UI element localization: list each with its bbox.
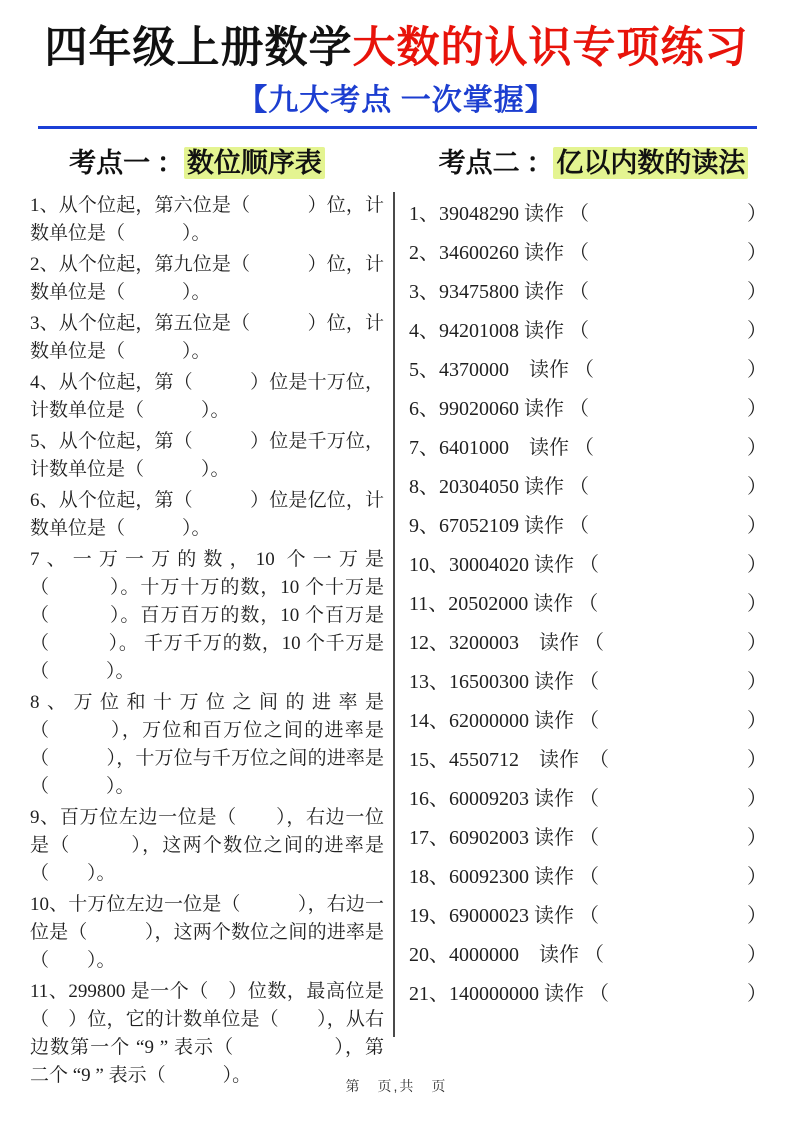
close-paren: ） [747, 554, 767, 577]
close-paren: ） [747, 281, 767, 304]
close-paren: ） [747, 827, 767, 850]
read-question-row [409, 348, 767, 387]
read-question-text: 18、60092300 读作 （ [409, 866, 599, 889]
close-paren: ） [747, 983, 767, 1006]
read-question-text: 4、94201008 读作 （ [409, 320, 589, 343]
close-paren: ） [747, 593, 767, 616]
read-question-row [409, 192, 767, 231]
read-question-row [409, 270, 767, 309]
section-2-label: 考点二 [438, 148, 520, 179]
close-paren: ） [747, 203, 767, 226]
close-paren: ） [747, 671, 767, 694]
read-question-row [409, 543, 767, 582]
read-question-row [409, 855, 767, 894]
section-1-topic: 数位顺序表 [184, 147, 325, 179]
read-question-text: 16、60009203 读作 （ [409, 788, 599, 811]
question-item: 9、百万位左边一位是（ ），右边一位是（ ），这两个数位之间的进率是（ ）。 [30, 807, 384, 885]
section-2-topic: 亿以内数的读法 [553, 147, 748, 179]
page-footer: 第 页,共 页 [345, 1078, 448, 1094]
question-item: 3、从个位起，第五位是（ ）位，计数单位是（ ）。 [30, 313, 384, 363]
read-question-text: 7、6401000 读作 （ [409, 437, 594, 460]
read-question-row [409, 816, 767, 855]
divider-rule [38, 126, 757, 129]
close-paren: ） [747, 398, 767, 421]
close-paren: ） [747, 944, 767, 967]
read-question-row [409, 894, 767, 933]
content-area [0, 190, 793, 1093]
column-place-value-questions [0, 190, 393, 1093]
read-question-row [409, 387, 767, 426]
read-question-text: 1、39048290 读作 （ [409, 203, 589, 226]
question-item: 10、十万位左边一位是（ ），右边一位是（ ），这两个数位之间的进率是（ ）。 [30, 894, 384, 972]
question-item: 7、一万一万的数，10 个一万是（ ）。十万十万的数，10 个十万是（ ）。百万百万的数，10 个百万是（ ）。 千万千万的数，10 个千万是（ ）。 [30, 549, 384, 683]
page-title-red: 大数的认识专项练习 [352, 25, 749, 72]
close-paren: ） [747, 866, 767, 889]
close-paren: ） [747, 749, 767, 772]
section-headers [0, 141, 793, 180]
section-2-colon: ： [519, 148, 554, 179]
read-question-text: 2、34600260 读作 （ [409, 242, 589, 265]
read-question-text: 19、69000023 读作 （ [409, 905, 599, 928]
section-1-colon: ： [150, 148, 184, 179]
read-question-row [409, 738, 767, 777]
read-question-row [409, 426, 767, 465]
page-title [0, 0, 793, 73]
read-question-row [409, 231, 767, 270]
read-question-row [409, 465, 767, 504]
read-question-text: 3、93475800 读作 （ [409, 281, 589, 304]
read-question-row [409, 504, 767, 543]
read-question-text: 9、67052109 读作 （ [409, 515, 589, 538]
read-question-row [409, 699, 767, 738]
close-paren: ） [747, 710, 767, 733]
close-paren: ） [747, 632, 767, 655]
close-paren: ） [747, 320, 767, 343]
page-subtitle: 【九大考点 一次掌握】 [237, 84, 556, 118]
read-question-row [409, 621, 767, 660]
close-paren: ） [747, 476, 767, 499]
close-paren: ） [747, 437, 767, 460]
read-question-text: 11、20502000 读作 （ [409, 593, 599, 616]
section-1-label: 考点一 [69, 148, 151, 179]
read-question-row [409, 582, 767, 621]
read-question-row [409, 972, 767, 1011]
section-header-2 [394, 141, 793, 180]
question-item: 8、万位和十万位之间的进率是（ ），万位和百万位之间的进率是（ ），十万位与千万位之间的进率是（ ）。 [30, 692, 384, 798]
page-title-black: 四年级上册数学 [44, 25, 353, 72]
question-item: 11、299800 是一个（ ）位数，最高位是（ ）位，它的计数单位是（ ），从右边数第一个 “9 ” 表示（ ），第二个 “9 ” 表示（ ）。 [30, 981, 384, 1087]
question-item: 4、从个位起，第（ ）位是十万位，计数单位是（ ）。 [30, 372, 384, 422]
question-item: 6、从个位起，第（ ）位是亿位，计数单位是（ ）。 [30, 490, 384, 540]
read-question-row [409, 660, 767, 699]
close-paren: ） [747, 788, 767, 811]
read-question-text: 15、4550712 读作 （ [409, 749, 609, 772]
read-question-text: 5、4370000 读作 （ [409, 359, 594, 382]
read-question-text: 17、60902003 读作 （ [409, 827, 599, 850]
close-paren: ） [747, 515, 767, 538]
read-question-text: 20、4000000 读作 （ [409, 944, 604, 967]
read-question-text: 8、20304050 读作 （ [409, 476, 589, 499]
read-question-text: 10、30004020 读作 （ [409, 554, 599, 577]
close-paren: ） [747, 905, 767, 928]
read-question-text: 6、99020060 读作 （ [409, 398, 589, 421]
read-question-text: 14、62000000 读作 （ [409, 710, 599, 733]
section-header-1 [0, 141, 394, 180]
read-question-row [409, 777, 767, 816]
read-question-text: 13、16500300 读作 （ [409, 671, 599, 694]
column-read-number-questions [395, 190, 793, 1093]
read-question-row [409, 309, 767, 348]
close-paren: ） [747, 359, 767, 382]
question-item: 2、从个位起，第九位是（ ）位，计数单位是（ ）。 [30, 254, 384, 304]
question-item: 5、从个位起，第（ ）位是千万位，计数单位是（ ）。 [30, 431, 384, 481]
read-question-text: 21、140000000 读作 （ [409, 983, 609, 1006]
close-paren: ） [747, 242, 767, 265]
read-question-text: 12、3200003 读作 （ [409, 632, 604, 655]
question-item: 1、从个位起，第六位是（ ）位，计数单位是（ ）。 [30, 195, 384, 245]
read-question-row [409, 933, 767, 972]
